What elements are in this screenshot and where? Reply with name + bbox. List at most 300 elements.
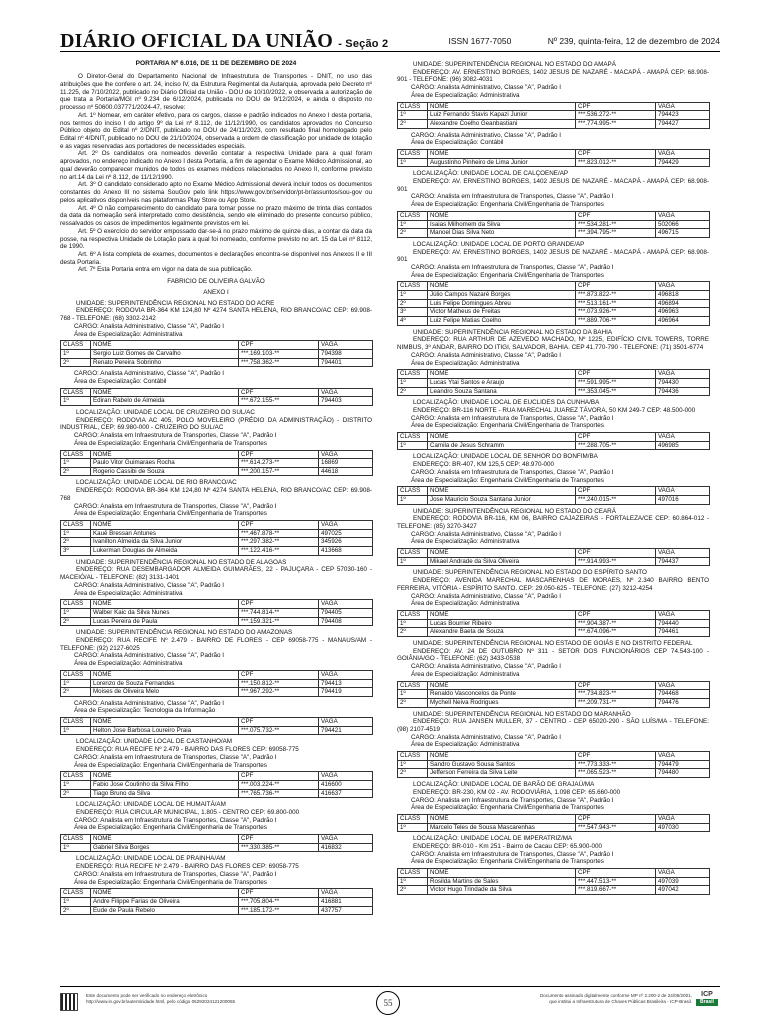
- left-column: [60, 58, 372, 915]
- table-row: [398, 316, 710, 325]
- table-header-row: [61, 600, 373, 609]
- column-header: VAGA: [319, 521, 373, 530]
- unit-block: [397, 640, 709, 708]
- cargo-line: CARGO: Analista Administrativo, Classe "A", Padrão I: [411, 592, 562, 600]
- unit-address-line: ENDEREÇO: BR-010 - Km 251 - Bairro de Cacau CEP: 65.900-000: [413, 843, 602, 851]
- nominee-table: [60, 388, 373, 406]
- portaria-paragraph: Art. 2º Os candidatos ora nomeados deverão contatar a respectiva Unidade para a qual foram aprovados, no endereço indicado no Anexo I desta Portaria, a fim de agendar o Exame Médico Admissional, ao qual deverão comparecer munidos de todos os exames médicos relacionados no Anexo II, conforme previsto no art.14 da Lei nº 8.112, de 11/12/1990.: [60, 150, 372, 181]
- nominee-table: [397, 281, 710, 325]
- unit-block: [60, 700, 372, 736]
- unit-address-line: ENDEREÇO: AV. ERNESTINO BORGES, 1402 JESUS DE NAZARÉ - MACAPÁ - AMAPÁ CEP: 68.908-901 - TELEFONE: (96) 3082-4031: [397, 68, 709, 84]
- area-line: Área de Especialização: Administrativa: [74, 330, 183, 338]
- unit-block: [397, 453, 709, 504]
- table-cell: 1º: [61, 608, 91, 617]
- table-cell: 497039: [656, 877, 710, 886]
- table-cell: Renato Pereira Sobrinho: [91, 358, 239, 367]
- unit-address-line: LOCALIZAÇÃO: UNIDADE LOCAL DE CRUZEIRO DO SUL/AC: [76, 408, 255, 416]
- area-line: Área de Especialização: Engenharia Civil/Engenharia de Transportes: [74, 510, 267, 518]
- table-row: [61, 688, 373, 697]
- nominee-table: [397, 814, 710, 832]
- unit-address-line: UNIDADE: SUPERINTENDÊNCIA REGIONAL NO ESTADO DO AMAZONAS: [76, 629, 293, 637]
- table-row: [61, 781, 373, 790]
- unit-address-line: ENDEREÇO: RUA JANSEN MULLER, 37 - CENTRO - CEP 65020-290 - SÃO LUÍS/MA - TELEFONE: (98) 2107-4519: [397, 718, 709, 734]
- table-cell: Kauê Bressan Antunes: [91, 529, 239, 538]
- table-cell: ***.467.878-**: [239, 529, 319, 538]
- table-cell: 1º: [398, 823, 428, 832]
- unit-block: [60, 855, 372, 915]
- table-cell: 794403: [319, 397, 373, 406]
- area-line: Área de Especialização: Administrativa: [74, 660, 183, 668]
- table-cell: ***.674.096-**: [576, 628, 656, 637]
- column-header: NOME: [91, 341, 239, 350]
- cargo-line: CARGO: Analista Administrativo, Classe "A", Padrão I: [74, 581, 225, 589]
- column-header: CLASS: [398, 150, 428, 159]
- signature-line-1: Documento assinado digitalmente conforme MP nº 2.200-2 de 24/08/2001,: [539, 993, 692, 998]
- table-cell: 416881: [319, 898, 373, 907]
- column-header: CLASS: [398, 487, 428, 496]
- cargo-line: CARGO: Analista em Infraestrutura de Transportes, Classe "A", Padrão I: [74, 870, 277, 878]
- unit-block: [397, 835, 709, 895]
- table-cell: 1º: [61, 898, 91, 907]
- table-cell: 496894: [656, 299, 710, 308]
- qr-code-icon: [60, 993, 78, 1011]
- table-cell: 1º: [398, 378, 428, 387]
- table-cell: 1º: [398, 158, 428, 167]
- column-header: NOME: [428, 487, 576, 496]
- portaria-paragraph: O Diretor-Geral do Departamento Nacional de Infraestrutura de Transportes - DNIT, no uso das atribuições que lhe confere o art. 24, inciso IV, da Estrutura Regimental da Autarquia, aprovada pelo Decreto nº 11.225, de 7/10/2022, publicado no Diário Oficial da União - DOU de 10/10/2022, e observada a autorização de que trata a Portaria/MGI nº 9.234 de 6/12/2024, publicada no DOU de 9/12/2024, e ainda o disposto no processo nº 50600.037771/2024-47, resolve:: [60, 73, 372, 112]
- column-header: VAGA: [656, 869, 710, 878]
- column-header: VAGA: [656, 282, 710, 291]
- table-row: [398, 158, 710, 167]
- area-line: Área de Especialização: Engenharia Civil/Engenharia de Transportes: [411, 201, 604, 209]
- table-cell: 16869: [319, 459, 373, 468]
- table-cell: 794468: [656, 690, 710, 699]
- column-header: CLASS: [61, 835, 91, 844]
- cargo-line: CARGO: Analista Administrativo, Classe "A", Padrão I: [411, 530, 562, 538]
- unit-address-line: LOCALIZAÇÃO: UNIDADE LOCAL DE PORTO GRANDE/AP: [413, 240, 585, 248]
- table-cell: Augustinho Pinheiro de Lima Junior: [428, 158, 576, 167]
- table-cell: Lucas Bourrier Ribeiro: [428, 619, 576, 628]
- table-cell: Mikael Andrade da Silva Oliveira: [428, 557, 576, 566]
- table-cell: 2º: [61, 358, 91, 367]
- column-header: NOME: [428, 211, 576, 220]
- table-cell: 1º: [398, 291, 428, 300]
- nominee-table: [397, 486, 710, 504]
- unit-address-line: UNIDADE: SUPERINTENDÊNCIA REGIONAL NO ESTADO DA BAHIA: [413, 328, 613, 336]
- column-header: CPF: [576, 150, 656, 159]
- column-header: CPF: [239, 388, 319, 397]
- table-row: [398, 220, 710, 229]
- unit-address-line: LOCALIZAÇÃO: UNIDADE LOCAL DE IMPERATRIZ/MA: [413, 835, 573, 843]
- cargo-line: CARGO: Analista Administrativo, Classe "A", Padrão I: [411, 733, 562, 741]
- table-cell: ***.297.382-**: [239, 538, 319, 547]
- unit-block: [397, 241, 709, 326]
- page-number: 55: [376, 991, 400, 1015]
- table-row: [398, 119, 710, 128]
- table-header-row: [398, 370, 710, 379]
- column-header: CLASS: [61, 450, 91, 459]
- area-line: Área de Especialização: Administrativa: [411, 359, 520, 367]
- area-line: Área de Especialização: Engenharia Civil/Engenharia de Transportes: [74, 761, 267, 769]
- cargo-line: CARGO: Analista em Infraestrutura de Transportes, Classe "A", Padrão I: [411, 193, 614, 201]
- table-row: [61, 397, 373, 406]
- area-line: Área de Especialização: Administrativa: [411, 538, 520, 546]
- column-header: NOME: [428, 681, 576, 690]
- table-header-row: [61, 772, 373, 781]
- table-cell: Lucas Ytai Santos e Araujo: [428, 378, 576, 387]
- column-header: CPF: [576, 549, 656, 558]
- unit-address-line: ENDEREÇO: AV. 24 DE OUTUBRO Nº 311 - SETOR DOS FUNCIONÁRIOS CEP 74.543-100 - GOIÂNIA/GO - TELEFONE: (62) 3433-0538: [397, 647, 709, 663]
- column-header: NOME: [91, 600, 239, 609]
- right-column: [397, 58, 709, 895]
- table-cell: 1º: [398, 760, 428, 769]
- table-cell: ***.288.705-**: [576, 441, 656, 450]
- nominee-table: [397, 681, 710, 708]
- cargo-line: CARGO: Analista Administrativo, Classe "A", Padrão I: [74, 652, 225, 660]
- unit-address-line: UNIDADE: SUPERINTENDÊNCIA REGIONAL NO ESTADO DO ACRE: [76, 299, 275, 307]
- table-cell: ***.614.273-**: [239, 459, 319, 468]
- table-row: [398, 628, 710, 637]
- table-header-row: [61, 889, 373, 898]
- unit-address-line: LOCALIZAÇÃO: UNIDADE LOCAL DE RIO BRANCO/AC: [76, 479, 237, 487]
- column-header: CPF: [576, 869, 656, 878]
- table-cell: 2º: [398, 769, 428, 778]
- left-units: [60, 300, 372, 916]
- issn: ISSN 1677-7050: [448, 36, 512, 46]
- nominee-table: [397, 548, 710, 566]
- table-row: [61, 349, 373, 358]
- area-line: Área de Especialização: Contábil: [411, 139, 504, 147]
- unit-address-line: UNIDADE: SUPERINTENDÊNCIA REGIONAL NO ESTADO DO ESPÍRITO SANTO: [413, 569, 647, 577]
- table-cell: 1º: [398, 441, 428, 450]
- column-header: CPF: [576, 681, 656, 690]
- table-cell: Isaias Milhomem da Silva: [428, 220, 576, 229]
- unit-address-line: UNIDADE: SUPERINTENDÊNCIA REGIONAL NO ESTADO DE ALAGOAS: [76, 558, 287, 566]
- table-cell: 497030: [656, 823, 710, 832]
- signature-note: [472, 993, 692, 1006]
- column-header: VAGA: [319, 889, 373, 898]
- column-header: CLASS: [398, 752, 428, 761]
- unit-block: [397, 781, 709, 832]
- unit-address-line: UNIDADE: SUPERINTENDÊNCIA REGIONAL NO ESTADO DO CEARÁ: [413, 507, 616, 515]
- nominee-table: [397, 868, 710, 895]
- column-header: NOME: [91, 718, 239, 727]
- area-line: Área de Especialização: Administrativa: [411, 600, 520, 608]
- table-cell: 794436: [656, 387, 710, 396]
- table-header-row: [398, 487, 710, 496]
- table-cell: 416832: [319, 843, 373, 852]
- section-label: - Seção 2: [338, 38, 389, 50]
- table-cell: 794430: [656, 378, 710, 387]
- table-cell: ***.734.823-**: [576, 690, 656, 699]
- table-cell: 2º: [398, 628, 428, 637]
- column-header: CLASS: [61, 889, 91, 898]
- table-cell: 345926: [319, 538, 373, 547]
- column-header: VAGA: [656, 752, 710, 761]
- table-header-row: [398, 211, 710, 220]
- table-cell: ***.705.804-**: [239, 898, 319, 907]
- portaria-title: PORTARIA Nº 6.016, DE 11 DE DEZEMBRO DE 2024: [135, 60, 297, 67]
- table-row: [398, 886, 710, 895]
- table-cell: ***.209.731-**: [576, 698, 656, 707]
- table-cell: Manoel Dias Silva Neto: [428, 229, 576, 238]
- table-cell: 794398: [319, 349, 373, 358]
- verification-line-1: Este documento pode ser verificado no endereço eletrônico: [86, 993, 208, 998]
- column-header: CPF: [239, 521, 319, 530]
- unit-address-line: ENDEREÇO: RODOVIA BR-116, KM 06, BAIRRO CAJAZEIRAS - FORTALEZA/CE CEP: 60.864-012 - TELEFONE: (85) 3270-3427: [397, 515, 709, 530]
- unit-block: [60, 370, 372, 406]
- unit-address-line: ENDEREÇO: RODOVIA BR-364 KM 124,80 Nº 4274 SANTA HELENA, RIO BRANCO/AC CEP: 69.908-768 - TELEFONE: (68) 3302-2142: [60, 307, 372, 323]
- table-cell: Gabriel Silva Borges: [91, 843, 239, 852]
- table-cell: 496715: [656, 229, 710, 238]
- column-header: CLASS: [398, 815, 428, 824]
- table-row: [398, 111, 710, 120]
- column-header: CPF: [576, 433, 656, 442]
- table-cell: Moises de Oliveira Melo: [91, 688, 239, 697]
- table-header-row: [398, 433, 710, 442]
- table-row: [398, 619, 710, 628]
- table-row: [61, 679, 373, 688]
- table-row: [398, 557, 710, 566]
- table-cell: 794405: [319, 608, 373, 617]
- column-header: VAGA: [656, 433, 710, 442]
- table-header-row: [398, 150, 710, 159]
- column-header: CPF: [576, 752, 656, 761]
- cargo-line: CARGO: Analista em Infraestrutura de Transportes, Classe "A", Padrão I: [411, 468, 614, 476]
- table-cell: 416600: [319, 781, 373, 790]
- column-header: CLASS: [398, 211, 428, 220]
- portaria-paragraph: Art. 5º O exercício do servidor empossado dar-se-á no prazo máximo de quinze dias, a contar da data da posse, na respectiva Unidade de Lotação para a qual foi nomeado, conforme previsto no art. 15 da Lei nº 8112, de 1990.: [60, 227, 372, 251]
- table-header-row: [398, 611, 710, 620]
- unit-address-line: ENDEREÇO: RUA RECIFE Nº 2.479 - BAIRRO DE FLORES - CEP 69058-775 - MANAUS/AM - TELEFONE: (92) 2127-6025: [60, 636, 372, 652]
- table-cell: 794479: [656, 760, 710, 769]
- table-cell: ***.169.103-**: [239, 349, 319, 358]
- column-header: VAGA: [319, 341, 373, 350]
- column-header: CLASS: [398, 433, 428, 442]
- table-header-row: [61, 670, 373, 679]
- page-header: [60, 30, 720, 52]
- column-header: CLASS: [398, 549, 428, 558]
- table-row: [398, 823, 710, 832]
- column-header: CPF: [239, 718, 319, 727]
- column-header: CLASS: [61, 772, 91, 781]
- cargo-line: CARGO: Analista em Infraestrutura de Transportes, Classe "A", Padrão I: [411, 850, 614, 858]
- table-cell: 794421: [319, 726, 373, 735]
- table-row: [61, 898, 373, 907]
- column-header: VAGA: [656, 549, 710, 558]
- column-header: NOME: [91, 521, 239, 530]
- table-row: [61, 459, 373, 468]
- cargo-line: CARGO: Analista em Infraestrutura de Transportes, Classe "A", Padrão I: [411, 414, 614, 422]
- unit-address-line: ENDEREÇO: RUA DESEMBARGADOR ALMEIDA GUIMARÃES, 22 - PAJUÇARA - CEP 57030-160 - MACEIÓ/AL - TELEFONE: (82) 3131-1401: [60, 566, 372, 582]
- column-header: CLASS: [61, 521, 91, 530]
- table-cell: 794461: [656, 628, 710, 637]
- column-header: CPF: [576, 611, 656, 620]
- signature-line-2: que institui a Infraestrutura de Chaves Públicas Brasileira - ICP-Brasil.: [549, 999, 692, 1005]
- table-cell: 794440: [656, 619, 710, 628]
- table-cell: 1º: [61, 781, 91, 790]
- unit-block: [397, 329, 709, 397]
- unit-address-line: LOCALIZAÇÃO: UNIDADE LOCAL DE EUCLIDES DA CUNHA/BA: [413, 399, 600, 407]
- table-cell: 1º: [61, 843, 91, 852]
- table-cell: 1º: [398, 220, 428, 229]
- table-row: [398, 299, 710, 308]
- table-cell: ***.765.736-**: [239, 789, 319, 798]
- table-cell: Lorenzo de Souza Fernandes: [91, 679, 239, 688]
- table-cell: 413668: [319, 547, 373, 556]
- table-header-row: [61, 718, 373, 727]
- table-cell: Eude de Paula Rebelo: [91, 906, 239, 915]
- table-cell: 794419: [319, 688, 373, 697]
- table-header-row: [398, 102, 710, 111]
- table-cell: 2º: [398, 229, 428, 238]
- area-line: Área de Especialização: Engenharia Civil/Engenharia de Transportes: [411, 476, 604, 484]
- cargo-line: CARGO: Analista Administrativo, Classe "A", Padrão I: [411, 351, 562, 359]
- table-cell: 1º: [398, 111, 428, 120]
- table-cell: 4º: [398, 316, 428, 325]
- table-cell: ***.200.157-**: [239, 467, 319, 476]
- column-header: NOME: [91, 835, 239, 844]
- table-row: [61, 843, 373, 852]
- table-cell: 2º: [398, 698, 428, 707]
- table-cell: ***.534.281-**: [576, 220, 656, 229]
- table-cell: 1º: [61, 349, 91, 358]
- portaria-paragraph: Art. 4º O não comparecimento do candidato para tomar posse no prazo máximo de trinta dias contados da data da nomeação será interpretado como desistência, sendo ele eliminado do presente concurso público, ressalvados os casos de impedimentos legalmente previstos em lei.: [60, 204, 372, 228]
- unit-address-line: ENDEREÇO: BR-116 NORTE - RUA MARECHAL JUAREZ TÁVORA, 50 KM 249-7 CEP: 48.500-000: [413, 406, 696, 414]
- area-line: Área de Especialização: Tecnologia da Informação: [74, 707, 216, 715]
- nominee-table: [60, 599, 373, 626]
- table-cell: 1º: [61, 726, 91, 735]
- column-header: CPF: [239, 600, 319, 609]
- table-cell: Renaldo Vasconcelos da Ponte: [428, 690, 576, 699]
- nominee-table: [397, 432, 710, 450]
- nominee-table: [397, 102, 710, 129]
- column-header: CLASS: [398, 102, 428, 111]
- header-meta: [414, 36, 720, 46]
- table-cell: Mychell Neiva Rodrigues: [428, 698, 576, 707]
- table-cell: 2º: [61, 789, 91, 798]
- portaria-paragraph: Art. 1º Nomear, em caráter efetivo, para os cargos, classe e padrão indicados no Anexo I desta portaria, nos termos do inciso I do artigo 9º da Lei nº 8.112, de 11/12/1990, os candidatos aprovados no Concurso Público objeto do Edital nº 2/DNIT, publicado no DOU de 24/11/2023, com resultado final homologado pelo Edital nº 4/DNIT, publicado no DOU de 21/10/2024, observada a ordem de classificação por unidade de lotação e as vagas reservadas aos portadores de necessidades especiais.: [60, 111, 372, 150]
- column-header: CPF: [576, 487, 656, 496]
- table-cell: ***.774.995-**: [576, 119, 656, 128]
- unit-address-line: ENDEREÇO: RUA RECIFE Nº 2.479 - BAIRRO DAS FLORES CEP: 69058-775: [76, 863, 299, 871]
- column-header: VAGA: [656, 487, 710, 496]
- unit-address-line: ENDEREÇO: BR-230, KM 02 - AV. RODOVIÁRIA, 1.098 CEP: 65.660-000: [413, 788, 621, 796]
- unit-address-line: ENDEREÇO: RUA ARTHUR DE AZEVEDO MACHADO, Nº 1225, EDIFÍCIO CIVIL TOWERS, TORRE NIMBUS, 3º ANDAR, BAIRRO DO ITIGI, SALVADOR, BAHIA. CEP 41.770-790 - TELEFONE: (71) 3501-6774: [397, 336, 709, 352]
- table-header-row: [398, 681, 710, 690]
- unit-block: [60, 479, 372, 555]
- table-cell: Victor Matheus de Freitas: [428, 308, 576, 317]
- unit-address-line: ENDEREÇO: AVENIDA MARECHAL MASCARENHAS DE MORAES, Nº 2.340 BAIRRO BENTO FERREIRA, VITÓRIA - ESPÍRITO SANTO. CEP: 29.050-625 - TELEFONE: (27) 3212-4254: [397, 577, 709, 592]
- table-row: [61, 547, 373, 556]
- table-cell: 1º: [398, 495, 428, 504]
- unit-block: [397, 399, 709, 450]
- nominee-table: [60, 340, 373, 367]
- table-row: [398, 308, 710, 317]
- unit-block: [60, 801, 372, 852]
- table-cell: Victor Hugo Trindade da Silva: [428, 886, 576, 895]
- area-line: Área de Especialização: Engenharia Civil/Engenharia de Transportes: [74, 824, 267, 832]
- table-cell: ***.513.161-**: [576, 299, 656, 308]
- unit-block: [397, 170, 709, 238]
- column-header: CPF: [239, 835, 319, 844]
- table-cell: 794429: [656, 158, 710, 167]
- column-header: NOME: [91, 388, 239, 397]
- portaria-paragraph: Art. 3º O candidato considerado apto no Exame Médico Admissional deverá incluir todos os documentos constantes do Anexo III no sistema SouGov pelo link https://www.gov.br/servidor/pt-br/assuntos/sou-gov ou pelos aplicativos disponíveis nas plataformas Play Store ou App Store.: [60, 181, 372, 204]
- table-header-row: [398, 549, 710, 558]
- column-header: VAGA: [656, 102, 710, 111]
- unit-address-line: ENDEREÇO: AV. ERNESTINO BORGES, 1402 JESUS DE NAZARÉ - MACAPÁ - AMAPÁ CEP: 68.908-901: [397, 178, 709, 193]
- unit-address-line: LOCALIZAÇÃO: UNIDADE LOCAL DE CALÇOENE/AP: [413, 170, 569, 178]
- unit-address-line: ENDEREÇO: BR-407, KM 125,5 CEP: 48.970-000: [413, 461, 555, 469]
- table-cell: 794413: [319, 679, 373, 688]
- table-cell: 3º: [398, 308, 428, 317]
- table-row: [61, 726, 373, 735]
- column-header: NOME: [428, 102, 576, 111]
- nominee-table: [60, 888, 373, 915]
- table-cell: Fabio Jose Coutinho da Silva Filho: [91, 781, 239, 790]
- table-cell: 794437: [656, 557, 710, 566]
- verification-note: [86, 993, 336, 1006]
- table-row: [398, 291, 710, 300]
- table-row: [61, 538, 373, 547]
- table-cell: 1º: [61, 459, 91, 468]
- page-footer: [60, 986, 720, 1016]
- column-header: NOME: [428, 815, 576, 824]
- table-cell: Luis Felipe Domingues Abreu: [428, 299, 576, 308]
- column-header: CPF: [239, 889, 319, 898]
- table-cell: Alexandre Baeta de Souza: [428, 628, 576, 637]
- table-row: [61, 906, 373, 915]
- cargo-line: CARGO: Analista em Infraestrutura de Transportes, Classe "A", Padrão I: [74, 816, 277, 824]
- table-row: [398, 229, 710, 238]
- table-header-row: [61, 835, 373, 844]
- cargo-line: CARGO: Analista em Infraestrutura de Transportes, Classe "A", Padrão I: [74, 432, 277, 440]
- table-cell: ***.823.012-**: [576, 158, 656, 167]
- table-cell: ***.536.272-**: [576, 111, 656, 120]
- table-row: [61, 617, 373, 626]
- table-row: [398, 387, 710, 396]
- table-cell: ***.065.523-**: [576, 769, 656, 778]
- table-cell: Camila de Jesus Schramm: [428, 441, 576, 450]
- table-cell: ***.330.385-**: [239, 843, 319, 852]
- column-header: CLASS: [61, 600, 91, 609]
- table-header-row: [398, 869, 710, 878]
- table-cell: 1º: [61, 397, 91, 406]
- nominee-table: [60, 670, 373, 697]
- column-header: CPF: [576, 815, 656, 824]
- area-line: Área de Especialização: Administrativa: [411, 670, 520, 678]
- cargo-line: CARGO: Analista Administrativo, Classe "A", Padrão I: [74, 322, 225, 330]
- masthead: [60, 30, 388, 53]
- table-cell: 794427: [656, 119, 710, 128]
- column-header: VAGA: [319, 772, 373, 781]
- portaria-paragraph: Art. 6º A lista completa de exames, documentos e declarações encontra-se disponível nos Anexos II e III desta Portaria.: [60, 251, 372, 266]
- table-cell: ***.967.292-**: [239, 688, 319, 697]
- table-cell: 1º: [61, 529, 91, 538]
- column-header: CLASS: [398, 611, 428, 620]
- table-cell: 496963: [656, 308, 710, 317]
- table-cell: 794423: [656, 111, 710, 120]
- column-header: NOME: [91, 450, 239, 459]
- cargo-line: CARGO: Analista em Infraestrutura de Transportes, Classe "A", Padrão I: [411, 796, 614, 804]
- column-header: CLASS: [398, 370, 428, 379]
- table-row: [398, 877, 710, 886]
- column-header: CPF: [239, 772, 319, 781]
- area-line: Área de Especialização: Engenharia Civil/Engenharia de Transportes: [74, 878, 267, 886]
- cargo-line: CARGO: Analista Administrativo, Classe "A", Padrão I: [411, 663, 562, 671]
- column-header: NOME: [428, 370, 576, 379]
